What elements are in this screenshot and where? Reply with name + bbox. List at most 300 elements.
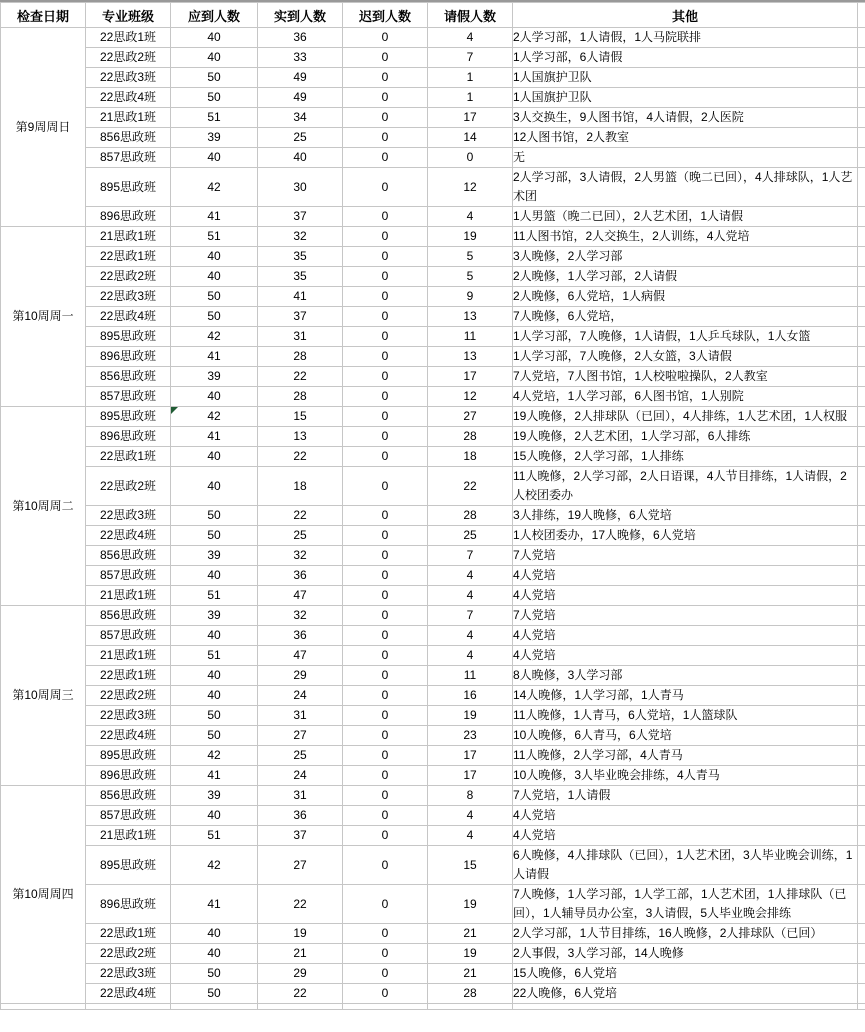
- cell-class[interactable]: 895思政班: [86, 168, 171, 207]
- cell-actual[interactable]: 35: [258, 247, 343, 267]
- cell-late[interactable]: 0: [343, 68, 428, 88]
- cell-leave[interactable]: 4: [428, 626, 513, 646]
- cell-inspection-date[interactable]: 第9周周日: [1, 28, 86, 227]
- empty-cell[interactable]: [343, 1004, 428, 1010]
- cell-leave[interactable]: 11: [428, 666, 513, 686]
- cell-other[interactable]: 3人交换生，9人图书馆，4人请假，2人医院: [513, 108, 858, 128]
- column-header-actual[interactable]: 实到人数: [258, 3, 343, 28]
- cell-class[interactable]: 895思政班: [86, 407, 171, 427]
- cell-actual[interactable]: 25: [258, 128, 343, 148]
- cell-late[interactable]: 0: [343, 247, 428, 267]
- cell-actual[interactable]: 22: [258, 447, 343, 467]
- cell-actual[interactable]: 29: [258, 666, 343, 686]
- cell-leave[interactable]: 21: [428, 924, 513, 944]
- cell-other[interactable]: 15人晚修，6人党培: [513, 964, 858, 984]
- cell-class[interactable]: 21思政1班: [86, 826, 171, 846]
- cell-class[interactable]: 22思政2班: [86, 467, 171, 506]
- cell-other[interactable]: 1人学习部，6人请假: [513, 48, 858, 68]
- cell-class[interactable]: 21思政1班: [86, 108, 171, 128]
- cell-other[interactable]: 7人党培: [513, 606, 858, 626]
- cell-expected[interactable]: 40: [171, 467, 258, 506]
- cell-inspection-date[interactable]: 第10周周三: [1, 606, 86, 786]
- cell-actual[interactable]: 31: [258, 706, 343, 726]
- empty-cell[interactable]: [428, 1004, 513, 1010]
- cell-other[interactable]: 1人校团委办，17人晚修，6人党培: [513, 526, 858, 546]
- cell-actual[interactable]: 49: [258, 68, 343, 88]
- spacer-cell: [858, 327, 865, 347]
- cell-late[interactable]: 0: [343, 447, 428, 467]
- cell-leave[interactable]: 28: [428, 984, 513, 1004]
- cell-expected[interactable]: 40: [171, 48, 258, 68]
- cell-other[interactable]: 4人党培: [513, 646, 858, 666]
- cell-other[interactable]: 11人晚修，1人青马，6人党培，1人篮球队: [513, 706, 858, 726]
- cell-leave[interactable]: 19: [428, 227, 513, 247]
- cell-late[interactable]: 0: [343, 944, 428, 964]
- cell-late[interactable]: 0: [343, 168, 428, 207]
- cell-expected[interactable]: 41: [171, 427, 258, 447]
- cell-actual[interactable]: 13: [258, 427, 343, 447]
- cell-expected[interactable]: 51: [171, 646, 258, 666]
- cell-actual[interactable]: 25: [258, 526, 343, 546]
- cell-actual[interactable]: 24: [258, 766, 343, 786]
- cell-class[interactable]: 896思政班: [86, 427, 171, 447]
- cell-actual[interactable]: 15: [258, 407, 343, 427]
- cell-other[interactable]: 10人晚修，3人毕业晚会排练，4人青马: [513, 766, 858, 786]
- cell-other[interactable]: 1人学习部，7人晚修，1人请假，1人乒乓球队，1人女篮: [513, 327, 858, 347]
- cell-late[interactable]: 0: [343, 626, 428, 646]
- cell-class[interactable]: 22思政1班: [86, 447, 171, 467]
- cell-class[interactable]: 22思政4班: [86, 984, 171, 1004]
- cell-late[interactable]: 0: [343, 467, 428, 506]
- cell-class[interactable]: 22思政2班: [86, 944, 171, 964]
- cell-actual[interactable]: 28: [258, 347, 343, 367]
- cell-class[interactable]: 21思政1班: [86, 586, 171, 606]
- cell-other[interactable]: 4人党培: [513, 626, 858, 646]
- cell-other[interactable]: 2人晚修，1人学习部，2人请假: [513, 267, 858, 287]
- cell-class[interactable]: 22思政4班: [86, 726, 171, 746]
- cell-actual[interactable]: 30: [258, 168, 343, 207]
- cell-class[interactable]: 857思政班: [86, 626, 171, 646]
- table-row: [1, 88, 865, 108]
- cell-expected[interactable]: 50: [171, 706, 258, 726]
- cell-other[interactable]: 19人晚修，2人艺术团，1人学习部，6人排练: [513, 427, 858, 447]
- cell-expected[interactable]: 41: [171, 885, 258, 924]
- column-header-date[interactable]: 检查日期: [1, 3, 86, 28]
- cell-other[interactable]: 3人晚修，2人学习部: [513, 247, 858, 267]
- cell-late[interactable]: 0: [343, 267, 428, 287]
- cell-actual[interactable]: 35: [258, 267, 343, 287]
- cell-actual[interactable]: 36: [258, 626, 343, 646]
- cell-class[interactable]: 896思政班: [86, 885, 171, 924]
- cell-late[interactable]: 0: [343, 786, 428, 806]
- cell-expected[interactable]: 41: [171, 347, 258, 367]
- cell-leave[interactable]: 17: [428, 367, 513, 387]
- cell-actual[interactable]: 49: [258, 88, 343, 108]
- cell-actual[interactable]: 28: [258, 387, 343, 407]
- cell-leave[interactable]: 28: [428, 506, 513, 526]
- cell-other[interactable]: 无: [513, 148, 858, 168]
- cell-expected[interactable]: 40: [171, 666, 258, 686]
- cell-late[interactable]: 0: [343, 407, 428, 427]
- cell-late[interactable]: 0: [343, 546, 428, 566]
- cell-late[interactable]: 0: [343, 885, 428, 924]
- cell-late[interactable]: 0: [343, 586, 428, 606]
- cell-actual[interactable]: 36: [258, 566, 343, 586]
- cell-expected[interactable]: 41: [171, 766, 258, 786]
- cell-other[interactable]: 8人晚修，3人学习部: [513, 666, 858, 686]
- cell-leave[interactable]: 27: [428, 407, 513, 427]
- cell-other[interactable]: 2人事假，3人学习部，14人晚修: [513, 944, 858, 964]
- cell-other[interactable]: 4人党培: [513, 806, 858, 826]
- empty-cell[interactable]: [171, 1004, 258, 1010]
- empty-cell[interactable]: [258, 1004, 343, 1010]
- cell-expected[interactable]: 39: [171, 606, 258, 626]
- cell-actual[interactable]: 21: [258, 944, 343, 964]
- cell-expected[interactable]: 50: [171, 984, 258, 1004]
- cell-late[interactable]: 0: [343, 566, 428, 586]
- cell-other[interactable]: 11人图书馆，2人交换生，2人训练，4人党培: [513, 227, 858, 247]
- cell-actual[interactable]: 22: [258, 885, 343, 924]
- cell-actual[interactable]: 36: [258, 28, 343, 48]
- cell-actual[interactable]: 32: [258, 606, 343, 626]
- cell-class[interactable]: 22思政3班: [86, 506, 171, 526]
- column-header-expected[interactable]: 应到人数: [171, 3, 258, 28]
- cell-leave[interactable]: 18: [428, 447, 513, 467]
- empty-cell[interactable]: [858, 1004, 865, 1010]
- cell-class[interactable]: 22思政2班: [86, 267, 171, 287]
- cell-expected[interactable]: 40: [171, 944, 258, 964]
- cell-other[interactable]: 2人晚修，6人党培，1人病假: [513, 287, 858, 307]
- cell-other[interactable]: 1人国旗护卫队: [513, 68, 858, 88]
- cell-leave[interactable]: 4: [428, 826, 513, 846]
- cell-class[interactable]: 22思政1班: [86, 666, 171, 686]
- cell-leave[interactable]: 19: [428, 885, 513, 924]
- column-header-leave[interactable]: 请假人数: [428, 3, 513, 28]
- cell-expected[interactable]: 40: [171, 924, 258, 944]
- cell-actual[interactable]: 22: [258, 984, 343, 1004]
- column-header-late[interactable]: 迟到人数: [343, 3, 428, 28]
- column-header-class[interactable]: 专业班级: [86, 3, 171, 28]
- cell-class[interactable]: 22思政2班: [86, 48, 171, 68]
- cell-actual[interactable]: 31: [258, 786, 343, 806]
- cell-class[interactable]: 857思政班: [86, 387, 171, 407]
- cell-late[interactable]: 0: [343, 726, 428, 746]
- cell-leave[interactable]: 4: [428, 586, 513, 606]
- cell-class[interactable]: 22思政3班: [86, 68, 171, 88]
- cell-leave[interactable]: 17: [428, 746, 513, 766]
- cell-leave[interactable]: 12: [428, 168, 513, 207]
- cell-class[interactable]: 22思政2班: [86, 686, 171, 706]
- cell-class[interactable]: 22思政3班: [86, 287, 171, 307]
- cell-class[interactable]: 22思政3班: [86, 964, 171, 984]
- cell-late[interactable]: 0: [343, 746, 428, 766]
- cell-other[interactable]: 1人学习部，7人晚修，2人女篮，3人请假: [513, 347, 858, 367]
- cell-other[interactable]: 22人晚修，6人党培: [513, 984, 858, 1004]
- cell-expected[interactable]: 50: [171, 506, 258, 526]
- cell-other[interactable]: 6人晚修，4人排球队（已回），1人艺术团，3人毕业晚会训练，1人请假: [513, 846, 858, 885]
- cell-expected[interactable]: 50: [171, 307, 258, 327]
- cell-expected[interactable]: 41: [171, 207, 258, 227]
- cell-late[interactable]: 0: [343, 148, 428, 168]
- cell-actual[interactable]: 37: [258, 307, 343, 327]
- cell-class[interactable]: 22思政1班: [86, 924, 171, 944]
- cell-expected[interactable]: 51: [171, 108, 258, 128]
- cell-leave[interactable]: 9: [428, 287, 513, 307]
- cell-other[interactable]: 3人排练，19人晚修，6人党培: [513, 506, 858, 526]
- cell-late[interactable]: 0: [343, 427, 428, 447]
- cell-other[interactable]: 2人学习部，3人请假，2人男篮（晚二已回），4人排球队，1人艺术团: [513, 168, 858, 207]
- cell-late[interactable]: 0: [343, 606, 428, 626]
- cell-late[interactable]: 0: [343, 506, 428, 526]
- cell-expected[interactable]: 42: [171, 407, 258, 427]
- cell-actual[interactable]: 32: [258, 546, 343, 566]
- cell-class[interactable]: 895思政班: [86, 327, 171, 347]
- cell-class[interactable]: 895思政班: [86, 846, 171, 885]
- cell-other[interactable]: 7人晚修，6人党培，: [513, 307, 858, 327]
- cell-actual[interactable]: 47: [258, 646, 343, 666]
- cell-other[interactable]: 10人晚修，6人青马，6人党培: [513, 726, 858, 746]
- cell-expected[interactable]: 39: [171, 546, 258, 566]
- cell-late[interactable]: 0: [343, 327, 428, 347]
- cell-actual[interactable]: 36: [258, 806, 343, 826]
- cell-inspection-date[interactable]: 第10周周四: [1, 786, 86, 1004]
- cell-class[interactable]: 22思政4班: [86, 526, 171, 546]
- cell-expected[interactable]: 40: [171, 28, 258, 48]
- cell-expected[interactable]: 39: [171, 367, 258, 387]
- cell-actual[interactable]: 37: [258, 207, 343, 227]
- cell-expected[interactable]: 40: [171, 447, 258, 467]
- cell-actual[interactable]: 41: [258, 287, 343, 307]
- cell-class[interactable]: 21思政1班: [86, 227, 171, 247]
- cell-late[interactable]: 0: [343, 646, 428, 666]
- cell-other[interactable]: 7人党培，7人图书馆，1人校啦啦操队，2人教室: [513, 367, 858, 387]
- cell-actual[interactable]: 32: [258, 227, 343, 247]
- cell-late[interactable]: 0: [343, 686, 428, 706]
- cell-leave[interactable]: 1: [428, 68, 513, 88]
- cell-class[interactable]: 22思政3班: [86, 706, 171, 726]
- cell-leave[interactable]: 12: [428, 387, 513, 407]
- cell-late[interactable]: 0: [343, 924, 428, 944]
- cell-class[interactable]: 856思政班: [86, 546, 171, 566]
- empty-cell[interactable]: [513, 1004, 858, 1010]
- cell-late[interactable]: 0: [343, 108, 428, 128]
- cell-actual[interactable]: 27: [258, 726, 343, 746]
- cell-expected[interactable]: 42: [171, 846, 258, 885]
- cell-class[interactable]: 857思政班: [86, 148, 171, 168]
- cell-late[interactable]: 0: [343, 227, 428, 247]
- cell-other[interactable]: 14人晚修，1人学习部，1人青马: [513, 686, 858, 706]
- cell-class[interactable]: 856思政班: [86, 128, 171, 148]
- cell-leave[interactable]: 5: [428, 247, 513, 267]
- cell-other[interactable]: 4人党培: [513, 586, 858, 606]
- cell-late[interactable]: 0: [343, 666, 428, 686]
- cell-class[interactable]: 856思政班: [86, 606, 171, 626]
- cell-expected[interactable]: 50: [171, 68, 258, 88]
- cell-other[interactable]: 4人党培，1人学习部，6人图书馆，1人别院: [513, 387, 858, 407]
- cell-expected[interactable]: 42: [171, 746, 258, 766]
- cell-leave[interactable]: 4: [428, 646, 513, 666]
- cell-actual[interactable]: 33: [258, 48, 343, 68]
- cell-expected[interactable]: 50: [171, 726, 258, 746]
- cell-leave[interactable]: 7: [428, 546, 513, 566]
- cell-expected[interactable]: 51: [171, 826, 258, 846]
- cell-leave[interactable]: 23: [428, 726, 513, 746]
- column-header-other[interactable]: 其他: [513, 3, 858, 28]
- cell-expected[interactable]: 40: [171, 387, 258, 407]
- cell-leave[interactable]: 16: [428, 686, 513, 706]
- cell-expected[interactable]: 42: [171, 327, 258, 347]
- cell-other[interactable]: 4人党培: [513, 566, 858, 586]
- cell-leave[interactable]: 19: [428, 706, 513, 726]
- cell-leave[interactable]: 17: [428, 108, 513, 128]
- cell-leave[interactable]: 22: [428, 467, 513, 506]
- cell-actual[interactable]: 34: [258, 108, 343, 128]
- cell-other[interactable]: 2人学习部，1人请假，1人马院联排: [513, 28, 858, 48]
- empty-cell[interactable]: [86, 1004, 171, 1010]
- cell-class[interactable]: 856思政班: [86, 786, 171, 806]
- cell-leave[interactable]: 13: [428, 347, 513, 367]
- cell-late[interactable]: 0: [343, 128, 428, 148]
- cell-other[interactable]: 19人晚修，2人排球队（已回），4人排练，1人艺术团，1人权服: [513, 407, 858, 427]
- cell-actual[interactable]: 47: [258, 586, 343, 606]
- spacer-cell: [858, 247, 865, 267]
- cell-other[interactable]: 7人党培，1人请假: [513, 786, 858, 806]
- cell-expected[interactable]: 40: [171, 686, 258, 706]
- cell-other[interactable]: 4人党培: [513, 826, 858, 846]
- cell-expected[interactable]: 40: [171, 148, 258, 168]
- cell-class[interactable]: 22思政1班: [86, 247, 171, 267]
- cell-leave[interactable]: 5: [428, 267, 513, 287]
- spacer-cell: [858, 387, 865, 407]
- cell-class[interactable]: 857思政班: [86, 806, 171, 826]
- cell-leave[interactable]: 7: [428, 606, 513, 626]
- cell-late[interactable]: 0: [343, 48, 428, 68]
- cell-actual[interactable]: 40: [258, 148, 343, 168]
- cell-class[interactable]: 22思政4班: [86, 307, 171, 327]
- empty-cell[interactable]: [1, 1004, 86, 1010]
- cell-late[interactable]: 0: [343, 387, 428, 407]
- cell-other[interactable]: 2人学习部，1人节目排练，16人晚修，2人排球队（已回）: [513, 924, 858, 944]
- cell-expected[interactable]: 51: [171, 586, 258, 606]
- cell-expected[interactable]: 50: [171, 526, 258, 546]
- cell-late[interactable]: 0: [343, 28, 428, 48]
- cell-other[interactable]: 7人党培: [513, 546, 858, 566]
- cell-late[interactable]: 0: [343, 964, 428, 984]
- cell-leave[interactable]: 25: [428, 526, 513, 546]
- cell-class[interactable]: 857思政班: [86, 566, 171, 586]
- cell-actual[interactable]: 24: [258, 686, 343, 706]
- spacer-cell: [858, 666, 865, 686]
- cell-inspection-date[interactable]: 第10周周二: [1, 407, 86, 606]
- cell-actual[interactable]: 18: [258, 467, 343, 506]
- cell-late[interactable]: 0: [343, 984, 428, 1004]
- cell-leave[interactable]: 4: [428, 806, 513, 826]
- cell-late[interactable]: 0: [343, 367, 428, 387]
- cell-other[interactable]: 11人晚修，2人学习部，2人日语课，4人节目排练，1人请假，2人校团委办: [513, 467, 858, 506]
- cell-actual[interactable]: 31: [258, 327, 343, 347]
- cell-leave[interactable]: 4: [428, 566, 513, 586]
- cell-expected[interactable]: 42: [171, 168, 258, 207]
- cell-class[interactable]: 22思政4班: [86, 88, 171, 108]
- cell-leave[interactable]: 19: [428, 944, 513, 964]
- cell-other[interactable]: 7人晚修，1人学习部，1人学工部，1人艺术团，1人排球队（已回），1人辅导员办公室，3人请假，5人毕业晚会排练: [513, 885, 858, 924]
- cell-class[interactable]: 896思政班: [86, 207, 171, 227]
- cell-leave[interactable]: 28: [428, 427, 513, 447]
- cell-class[interactable]: 21思政1班: [86, 646, 171, 666]
- cell-late[interactable]: 0: [343, 706, 428, 726]
- cell-expected[interactable]: 40: [171, 806, 258, 826]
- cell-late[interactable]: 0: [343, 766, 428, 786]
- cell-class[interactable]: 22思政1班: [86, 28, 171, 48]
- cell-leave[interactable]: 1: [428, 88, 513, 108]
- spacer-cell: [858, 447, 865, 467]
- cell-other[interactable]: 12人图书馆，2人教室: [513, 128, 858, 148]
- spacer-cell: [858, 427, 865, 447]
- spacer-cell: [858, 367, 865, 387]
- cell-leave[interactable]: 4: [428, 207, 513, 227]
- cell-leave[interactable]: 21: [428, 964, 513, 984]
- cell-actual[interactable]: 22: [258, 367, 343, 387]
- cell-late[interactable]: 0: [343, 846, 428, 885]
- cell-actual[interactable]: 37: [258, 826, 343, 846]
- cell-other[interactable]: 1人男篮（晚二已回），2人艺术团，1人请假: [513, 207, 858, 227]
- cell-leave[interactable]: 4: [428, 28, 513, 48]
- cell-leave[interactable]: 14: [428, 128, 513, 148]
- cell-actual[interactable]: 19: [258, 924, 343, 944]
- cell-expected[interactable]: 39: [171, 128, 258, 148]
- cell-late[interactable]: 0: [343, 806, 428, 826]
- cell-expected[interactable]: 40: [171, 626, 258, 646]
- cell-class[interactable]: 896思政班: [86, 766, 171, 786]
- cell-class[interactable]: 895思政班: [86, 746, 171, 766]
- cell-expected[interactable]: 51: [171, 227, 258, 247]
- cell-actual[interactable]: 22: [258, 506, 343, 526]
- cell-leave[interactable]: 11: [428, 327, 513, 347]
- cell-late[interactable]: 0: [343, 88, 428, 108]
- cell-late[interactable]: 0: [343, 287, 428, 307]
- cell-class[interactable]: 896思政班: [86, 347, 171, 367]
- cell-expected[interactable]: 40: [171, 566, 258, 586]
- table-row: [1, 806, 865, 826]
- cell-leave[interactable]: 0: [428, 148, 513, 168]
- cell-actual[interactable]: 29: [258, 964, 343, 984]
- cell-late[interactable]: 0: [343, 207, 428, 227]
- cell-other[interactable]: 1人国旗护卫队: [513, 88, 858, 108]
- cell-leave[interactable]: 15: [428, 846, 513, 885]
- cell-class[interactable]: 856思政班: [86, 367, 171, 387]
- cell-late[interactable]: 0: [343, 826, 428, 846]
- cell-late[interactable]: 0: [343, 307, 428, 327]
- cell-expected[interactable]: 40: [171, 247, 258, 267]
- cell-expected[interactable]: 40: [171, 267, 258, 287]
- cell-leave[interactable]: 17: [428, 766, 513, 786]
- cell-actual[interactable]: 25: [258, 746, 343, 766]
- cell-expected[interactable]: 50: [171, 88, 258, 108]
- cell-inspection-date[interactable]: 第10周周一: [1, 227, 86, 407]
- spacer-cell: [858, 526, 865, 546]
- cell-leave[interactable]: 13: [428, 307, 513, 327]
- cell-expected[interactable]: 39: [171, 786, 258, 806]
- cell-leave[interactable]: 7: [428, 48, 513, 68]
- cell-actual[interactable]: 27: [258, 846, 343, 885]
- cell-expected[interactable]: 50: [171, 964, 258, 984]
- cell-other[interactable]: 11人晚修，2人学习部，4人青马: [513, 746, 858, 766]
- cell-late[interactable]: 0: [343, 526, 428, 546]
- cell-other[interactable]: 15人晚修，2人学习部，1人排练: [513, 447, 858, 467]
- cell-expected[interactable]: 50: [171, 287, 258, 307]
- cell-leave[interactable]: 8: [428, 786, 513, 806]
- cell-late[interactable]: 0: [343, 347, 428, 367]
